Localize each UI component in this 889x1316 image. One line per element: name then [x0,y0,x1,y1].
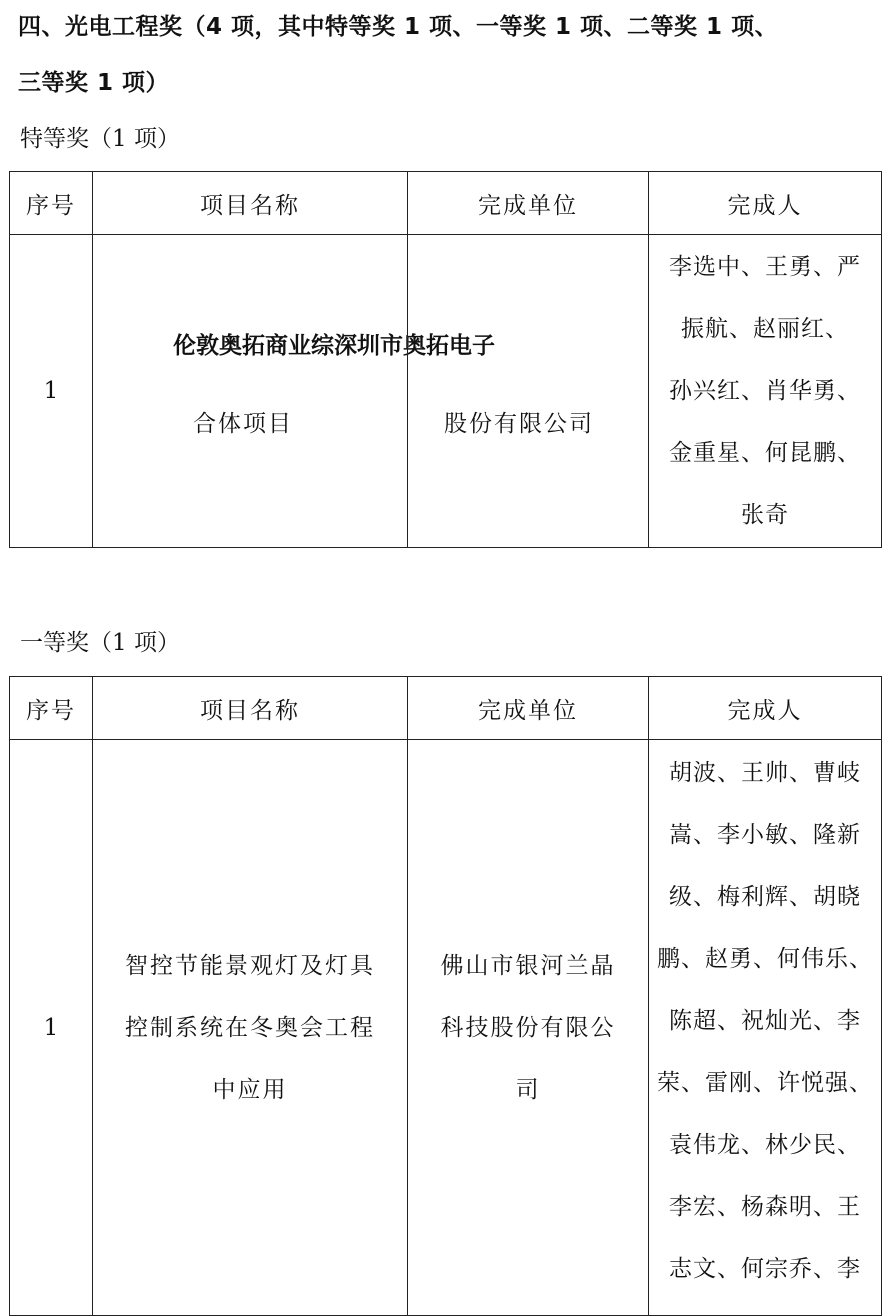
unit-line: 佛山市银河兰晶 [440,952,616,979]
person-line: 鹏、赵勇、何伟乐、 [657,946,873,972]
table-row [10,235,882,548]
col-header-project: 项目名称 [93,677,408,740]
unit-name: 股份有限公司 [444,411,594,437]
unit-line: 司 [515,1076,541,1103]
persons-cell [649,740,882,1316]
col-header-persons: 完成人 [649,677,882,740]
person-line: 陈超、祝灿光、李 [669,1008,861,1034]
project-line: 智控节能景观灯及灯具 [125,952,375,979]
person-line: 金重星、何昆鹏、 [669,440,861,466]
row-index: 1 [10,740,93,1316]
table-header-row [10,172,882,235]
col-header-persons: 完成人 [649,172,882,235]
row-index: 1 [10,235,93,548]
unit-line: 科技股份有限公 [440,1014,616,1041]
person-line: 振航、赵丽红、 [681,316,849,342]
table-header-row [10,677,882,740]
special-award-table [9,171,882,548]
project-name-line2: 合体项目 [193,411,293,437]
person-line: 胡波、王帅、曹岐 [669,760,861,786]
person-line: 级、梅利辉、胡晓 [669,884,861,910]
person-line: 志文、何宗乔、李 [669,1256,861,1282]
unit-cell [408,740,649,1316]
project-line: 中应用 [212,1076,288,1103]
first-award-table [9,676,882,1316]
project-name-overflow-line: 伦敦奥拓商业综深圳市奥拓电子 [173,333,495,359]
person-line: 荣、雷刚、许悦强、 [657,1070,873,1096]
special-award-title: 特等奖（1 项） [20,126,180,152]
col-header-unit: 完成单位 [408,172,649,235]
person-line: 孙兴红、肖华勇、 [669,378,861,404]
persons-cell [649,235,882,548]
project-name-cell [93,740,408,1316]
person-line: 李选中、王勇、严 [669,254,861,280]
person-line: 张奇 [741,502,789,528]
project-name-cell [93,235,649,548]
table-row [10,740,882,1316]
person-line: 嵩、李小敏、隆新 [669,822,861,848]
section-heading-line2: 三等奖 1 项） [18,70,170,96]
col-header-unit: 完成单位 [408,677,649,740]
col-header-index: 序号 [10,172,93,235]
col-header-index: 序号 [10,677,93,740]
section-heading-line1: 四、光电工程奖（4 项，其中特等奖 1 项、一等奖 1 项、二等奖 1 项、 [18,14,779,40]
col-header-project: 项目名称 [93,172,408,235]
person-line: 李宏、杨森明、王 [669,1194,861,1220]
column-divider [407,235,408,547]
project-line: 控制系统在冬奥会工程 [125,1014,375,1041]
first-award-title: 一等奖（1 项） [20,630,180,656]
person-line: 袁伟龙、林少民、 [669,1132,861,1158]
